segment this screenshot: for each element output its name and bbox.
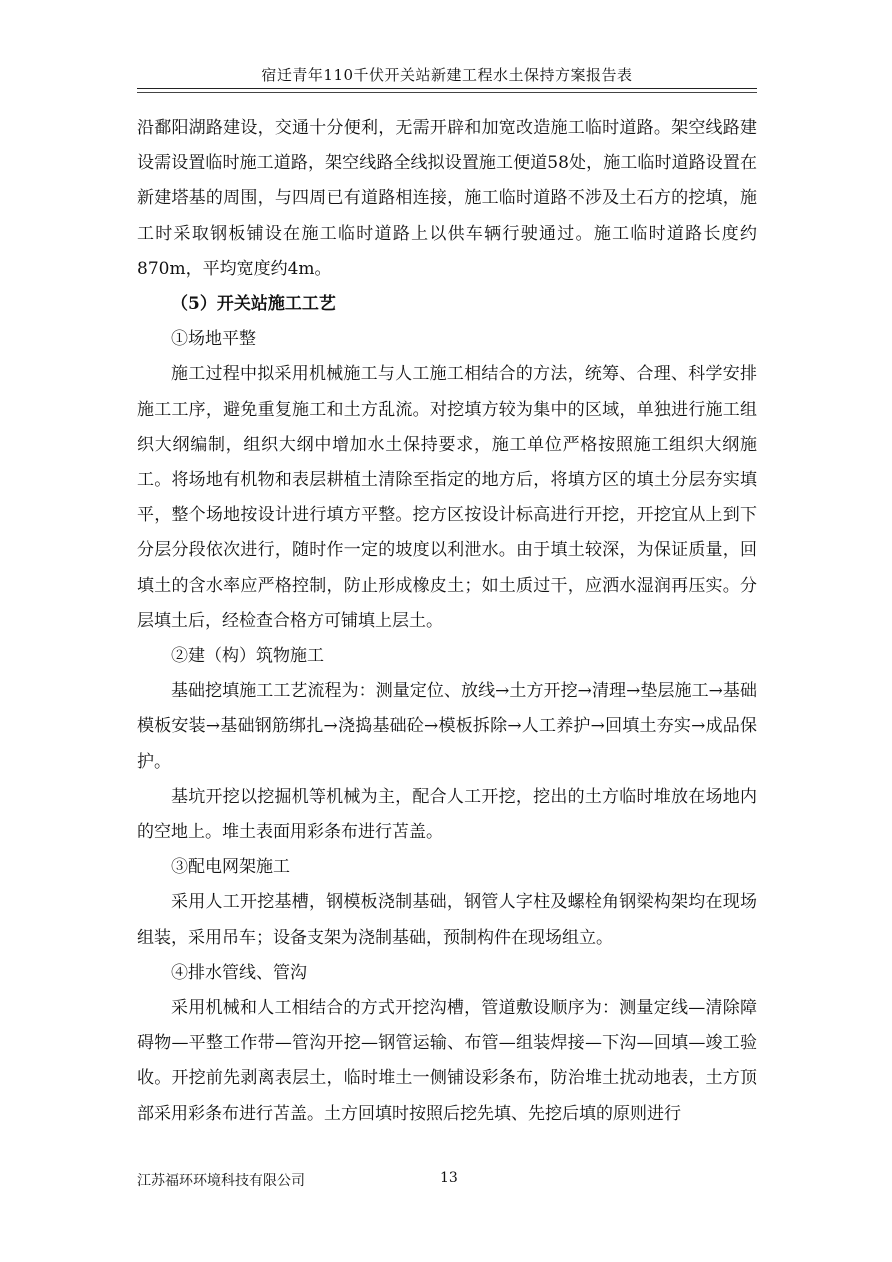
subheading-drainage-pipes: ④排水管线、管沟 (171, 962, 307, 983)
document-body (137, 111, 757, 1132)
page-header-title: 宿迁青年110千伏开关站新建工程水土保持方案报告表 (261, 66, 633, 84)
paragraph-road-construction: 沿鄱阳湖路建设，交通十分便利，无需开辟和加宽改造施工临时道路。架空线路建设需设置临时施工道路，架空线路全线拟设置施工便道58处，施工临时道路设置在新建塔基的周围，与四周已有道路相连接，施工临时道路不涉及土石方的挖填，施工时采取钢板铺设在施工临时道路上以供车辆行驶通过。施工临时道路长度约870m，平均宽度约4m。 (137, 118, 757, 279)
paragraph-site-leveling: 施工过程中拟采用机械施工与人工施工相结合的方法，统筹、合理、科学安排施工工序，避免重复施工和土方乱流。对挖填方较为集中的区域，单独进行施工组织大纲编制，组织大纲中增加水土保持要求，施工单位严格按照施工组织大纲施工。将场地有机物和表层耕植土清除至指定的地方后，将填方区的填土分层夯实填平，整个场地按设计进行填方平整。挖方区按设计标高进行开挖，开挖宜从上到下分层分段依次进行，随时作一定的坡度以利泄水。由于填土较深，为保证质量，回填土的含水率应严格控制，防止形成橡皮土；如土质过干，应洒水湿润再压实。分层填土后，经检查合格方可铺填上层土。 (137, 364, 757, 631)
paragraph-foundation-workflow: 基础挖填施工工艺流程为：测量定位、放线→土方开挖→清理→垫层施工→基础模板安装→基础钢筋绑扎→浇捣基础砼→模板拆除→人工养护→回填土夯实→成品保护。 (137, 681, 757, 772)
header-rule (137, 88, 757, 89)
section-heading-construction-process: （5）开关站施工工艺 (171, 294, 336, 315)
subheading-building-construction: ②建（构）筑物施工 (171, 646, 324, 667)
header-rule-thin (137, 92, 757, 93)
subheading-site-leveling: ①场地平整 (171, 329, 256, 350)
paragraph-pit-excavation: 基坑开挖以挖掘机等机械为主，配合人工开挖，挖出的土方临时堆放在场地内的空地上。堆土表面用彩条布进行苫盖。 (137, 786, 757, 843)
footer-page-number: 13 (440, 1170, 458, 1186)
subheading-distribution-frame: ③配电网架施工 (171, 857, 290, 878)
paragraph-drainage-pipes: 采用机械和人工相结合的方式开挖沟槽，管道敷设顺序为：测量定线—清除障碍物—平整工作带—管沟开挖—钢管运输、布管—组装焊接—下沟—回填—竣工验收。开挖前先剥离表层土，临时堆土一侧铺设彩条布，防治堆土扰动地表，土方顶部采用彩条布进行苫盖。土方回填时按照后挖先填、先挖后填的原则进行 (137, 998, 757, 1124)
footer-company-name: 江苏福环环境科技有限公司 (137, 1173, 305, 1189)
paragraph-distribution-frame: 采用人工开挖基槽，钢模板浇制基础，钢管人字柱及螺栓角钢梁构架均在现场组装，采用吊车；设备支架为浇制基础，预制构件在现场组立。 (137, 892, 757, 948)
